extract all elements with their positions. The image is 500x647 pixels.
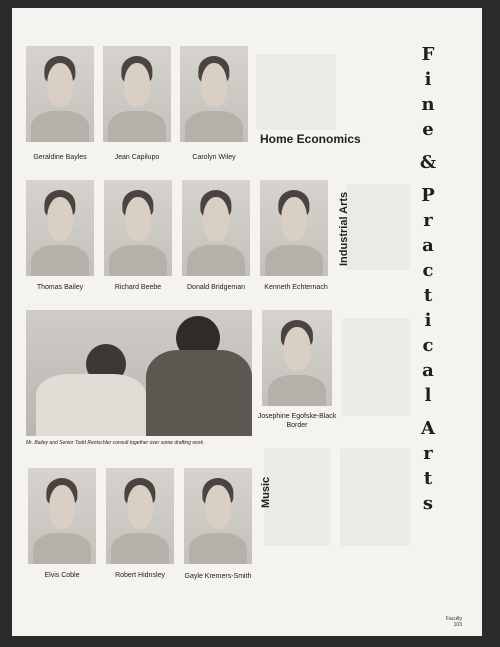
bleed-through-image xyxy=(340,448,410,546)
title-letter: r xyxy=(423,210,433,231)
portrait-caption: Kenneth Echternach xyxy=(264,284,328,291)
portrait-photo xyxy=(28,468,96,564)
bleed-through-image xyxy=(342,318,410,416)
section-label-music: Music xyxy=(260,476,272,508)
title-letter: P xyxy=(421,185,435,206)
group-photo-caption: Mr. Bailey and Senior Todd Rentschler consult together over some drafting work. xyxy=(26,440,205,446)
person-shirt xyxy=(146,350,252,436)
title-letter: c xyxy=(422,335,434,356)
title-letter: r xyxy=(423,443,433,464)
title-letter: l xyxy=(424,385,432,406)
bleed-through-image xyxy=(346,184,410,270)
portrait-caption: Josephine Egofske-Black Border xyxy=(257,413,337,430)
portrait-photo xyxy=(262,310,332,406)
section-label-industrial-arts: Industrial Arts xyxy=(338,191,350,266)
title-letter: i xyxy=(424,69,432,90)
title-letter: t xyxy=(423,285,433,306)
portrait-photo xyxy=(184,468,252,564)
portrait-caption: Elvis Coble xyxy=(44,572,80,579)
title-letter: a xyxy=(422,360,434,381)
portrait-photo xyxy=(106,468,174,564)
title-letter: i xyxy=(424,310,432,331)
page-title-vertical xyxy=(416,46,440,520)
bleed-through-image xyxy=(256,54,336,130)
section-label-home-economics: Home Economics xyxy=(260,132,361,146)
title-letter: A xyxy=(421,418,435,439)
portrait-caption: Robert Hidnsley xyxy=(115,572,165,579)
portrait-caption: Gayle Kremers-Smith xyxy=(184,573,252,580)
title-letter: a xyxy=(422,235,434,256)
portrait-photo xyxy=(182,180,250,276)
title-letter: n xyxy=(421,94,435,115)
portrait-photo xyxy=(180,46,248,142)
yearbook-page xyxy=(12,8,482,636)
group-photo xyxy=(26,310,252,436)
person-sweater xyxy=(36,374,146,436)
portrait-caption: Richard Beebe xyxy=(114,284,162,291)
portrait-photo xyxy=(104,180,172,276)
portrait-photo xyxy=(26,46,94,142)
portrait-caption: Carolyn Wiley xyxy=(192,154,236,161)
title-letter: & xyxy=(419,152,437,173)
page-footer xyxy=(446,616,462,628)
title-letter: t xyxy=(423,468,433,489)
title-letter: F xyxy=(421,44,435,65)
title-letter: s xyxy=(422,493,434,514)
portrait-photo xyxy=(103,46,171,142)
portrait-caption: Donald Bridgeman xyxy=(187,284,245,291)
title-letter: c xyxy=(422,260,434,281)
footer-page-number: 103 xyxy=(453,622,462,628)
portrait-photo xyxy=(260,180,328,276)
portrait-photo xyxy=(26,180,94,276)
portrait-caption: Jean Capilupo xyxy=(114,154,160,161)
bleed-through-image xyxy=(264,448,330,546)
title-letter: e xyxy=(422,119,434,140)
portrait-caption: Thomas Bailey xyxy=(36,284,84,291)
footer-section: Faculty xyxy=(445,616,462,622)
portrait-caption: Geraldine Bayles xyxy=(33,154,87,161)
